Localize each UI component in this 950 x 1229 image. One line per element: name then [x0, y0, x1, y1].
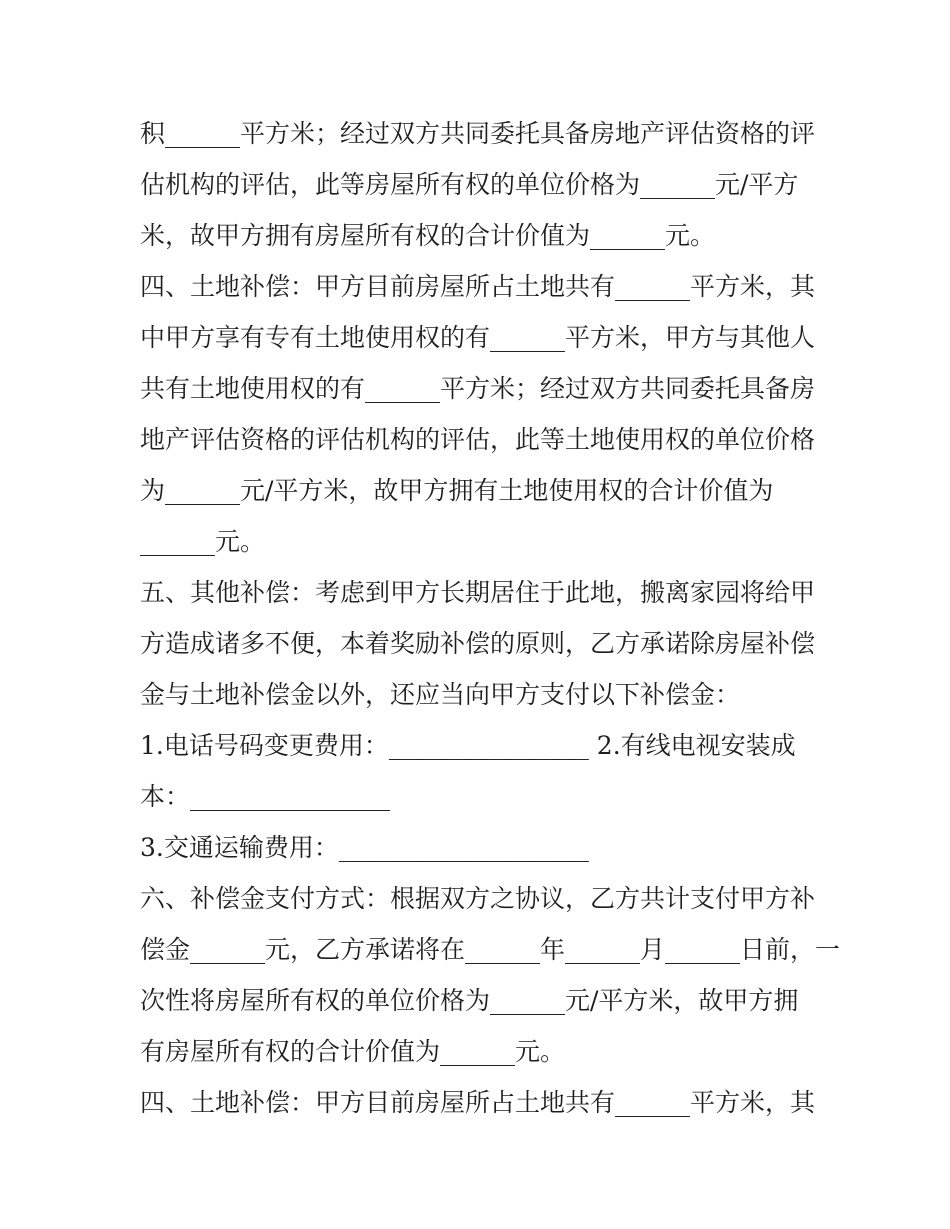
text-line: 3.交通运输费用：____________________ — [140, 833, 589, 862]
text-line: 共有土地使用权的有______平方米；经过双方共同委托具备房 — [140, 374, 816, 403]
text-line: 次性将房屋所有权的单位价格为______元/平方米，故甲方拥 — [140, 986, 799, 1015]
text-line: 米，故甲方拥有房屋所有权的合计价值为______元。 — [140, 221, 716, 250]
text-line: 中甲方享有专有土地使用权的有______平方米，甲方与其他人 — [140, 323, 816, 352]
text-line: 1.电话号码变更费用：________________ 2.有线电视安装成 — [140, 731, 796, 760]
text-line: 本：________________ — [140, 782, 391, 811]
text-line: 四、土地补偿：甲方目前房屋所占土地共有______平方米，其 — [140, 272, 816, 301]
document-body — [140, 108, 841, 1128]
text-line: 地产评估资格的评估机构的评估，此等土地使用权的单位价格 — [140, 425, 816, 454]
text-line: 金与土地补偿金以外，还应当向甲方支付以下补偿金： — [140, 680, 741, 709]
text-line: 偿金______元，乙方承诺将在______年______月______日前，一 — [140, 935, 841, 964]
text-line: 方造成诸多不便，本着奖励补偿的原则，乙方承诺除房屋补偿 — [140, 629, 816, 658]
text-line: 为______元/平方米，故甲方拥有土地使用权的合计价值为 — [140, 476, 774, 505]
text-line: 五、其他补偿：考虑到甲方长期居住于此地，搬离家园将给甲 — [140, 578, 816, 607]
text-line: 六、补偿金支付方式：根据双方之协议，乙方共计支付甲方补 — [140, 884, 816, 913]
text-line: 积______平方米；经过双方共同委托具备房地产评估资格的评 — [140, 119, 816, 148]
text-line: 估机构的评估，此等房屋所有权的单位价格为______元/平方 — [140, 170, 799, 199]
text-line: 有房屋所有权的合计价值为______元。 — [140, 1037, 566, 1066]
text-line: ______元。 — [140, 527, 266, 556]
text-line: 四、土地补偿：甲方目前房屋所占土地共有______平方米，其 — [140, 1088, 816, 1117]
